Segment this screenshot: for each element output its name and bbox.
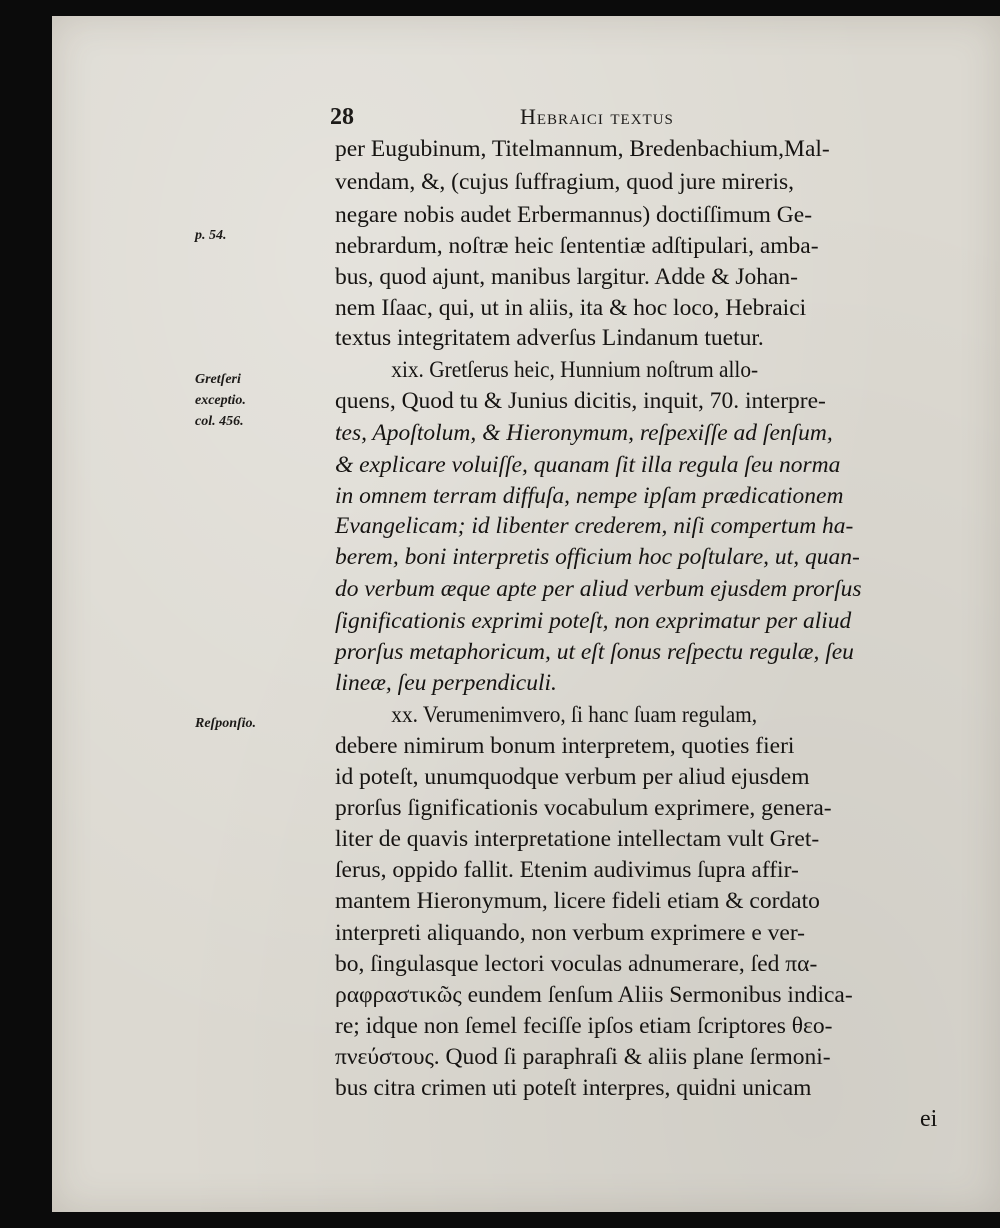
text-line: bus, quod ajunt, manibus largitur. Adde & Johan- (335, 264, 799, 290)
text-line-italic: prorſus metaphoricum, ut eſt ſonus reſpectu regulæ, ſeu (335, 639, 854, 665)
margin-note-page-ref: p. 54. (195, 228, 227, 243)
page-number: 28 (330, 104, 354, 130)
text-line-italic: tes, Apoſtolum, & Hieronymum, reſpexiſſe ad ſenſum, (335, 420, 833, 446)
text-line: quens, Quod tu & Junius dicitis, inquit, 70. interpre- (335, 388, 826, 414)
text-line: interpreti aliquando, non verbum exprimere e ver- (335, 920, 805, 946)
text-line-italic: ſignificationis exprimi poteſt, non exprimatur per aliud (335, 608, 852, 634)
catchword: ei (920, 1106, 938, 1132)
margin-note-responsio: Reſponſio. (195, 716, 257, 731)
text-line: bus citra crimen uti poteſt interpres, quidni unicam (335, 1075, 812, 1101)
margin-note-exceptio: exceptio. (195, 393, 246, 408)
text-line: debere nimirum bonum interpretem, quoties fieri (335, 733, 795, 759)
text-line-paragraph-xix: xix. Gretſerus heic, Hunnium noſtrum allo- (391, 357, 759, 383)
text-line: πνεύστους. Quod ſi paraphraſi & aliis plane ſermoni- (335, 1044, 831, 1070)
text-line: ραφραστικῶς eundem ſenſum Aliis Sermonibus indica- (335, 982, 853, 1008)
text-line-italic: Evangelicam; id libenter crederem, niſi compertum ha- (335, 513, 854, 539)
text-line-italic: & explicare voluiſſe, quanam ſit illa regula ſeu norma (335, 452, 841, 478)
margin-note-column: col. 456. (195, 414, 244, 429)
text-line: negare nobis audet Erbermannus) doctiſſimum Ge- (335, 202, 813, 228)
text-line-italic: do verbum æque apte per aliud verbum ejusdem prorſus (335, 576, 862, 602)
margin-note-gretseri: Gretſeri (195, 372, 241, 387)
text-line: bo, ſingulasque lectori voculas adnumerare, ſed πα- (335, 951, 818, 977)
text-line: prorſus ſignificationis vocabulum exprimere, genera- (335, 795, 832, 821)
text-line: liter de quavis interpretatione intellectam vult Gret- (335, 826, 820, 852)
text-line: nebrardum, noſtræ heic ſententiæ adſtipulari, amba- (335, 233, 819, 259)
page-header (330, 104, 950, 134)
text-line-italic: lineæ, ſeu perpendiculi. (335, 670, 557, 696)
text-line: textus integritatem adverſus Lindanum tuetur. (335, 325, 764, 351)
text-line: per Eugubinum, Titelmannum, Bredenbachium,Mal- (335, 136, 830, 162)
text-line-paragraph-xx: xx. Verumenimvero, ſi hanc ſuam regulam, (391, 702, 758, 728)
text-line: vendam, &, (cujus ſuffragium, quod jure mireris, (335, 169, 795, 195)
text-line: id poteſt, unumquodque verbum per aliud ejusdem (335, 764, 810, 790)
text-line: nem Iſaac, qui, ut in aliis, ita & hoc loco, Hebraici (335, 295, 807, 321)
text-line: ſerus, oppido fallit. Etenim audivimus ſupra affir- (335, 857, 799, 883)
text-line: mantem Hieronymum, licere fideli etiam & cordato (335, 888, 820, 914)
text-line-italic: berem, boni interpretis officium hoc poſtulare, ut, quan- (335, 544, 860, 570)
running-head: Hebraici textus (520, 104, 674, 129)
text-line: re; idque non ſemel feciſſe ipſos etiam ſcriptores θεο- (335, 1013, 833, 1039)
text-line-italic: in omnem terram diffuſa, nempe ipſam prædicationem (335, 483, 844, 509)
